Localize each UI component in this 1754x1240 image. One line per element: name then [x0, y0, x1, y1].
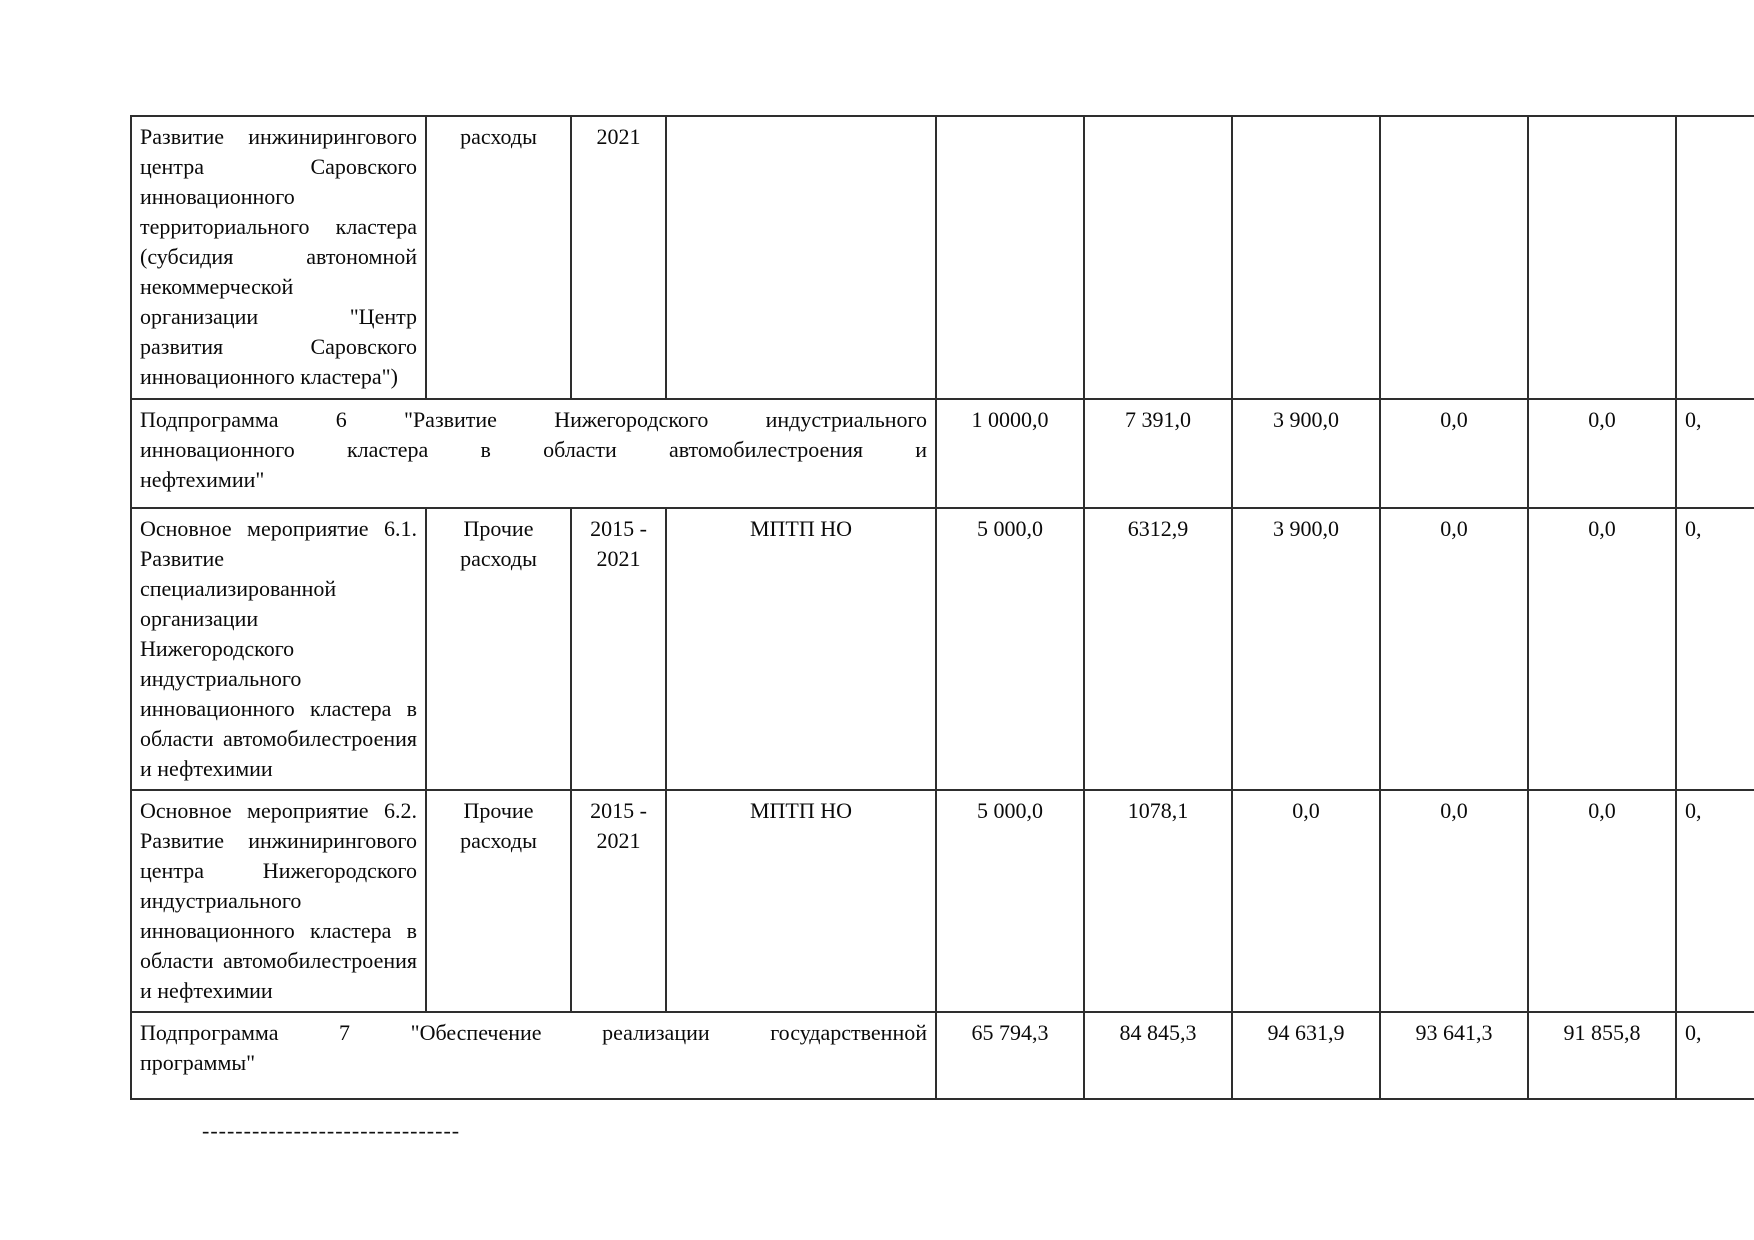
value-cell-clipped [1676, 116, 1754, 399]
text-line: организации [140, 606, 259, 631]
text-line: (субсидия автономной [140, 244, 417, 269]
value-cell-clipped: 0, [1676, 508, 1754, 790]
value-cell: 3 900,0 [1232, 399, 1380, 508]
text-line: центра Саровского [140, 154, 417, 179]
text-line: центра Нижегородского [140, 858, 417, 883]
value-cell: 65 794,3 [936, 1012, 1084, 1099]
table-row [131, 1012, 1754, 1099]
text-line: инновационного кластера в [140, 696, 417, 721]
table-row [131, 116, 1754, 399]
value-cell: 7 391,0 [1084, 399, 1232, 508]
value-cell [1232, 116, 1380, 399]
value-cell: 6312,9 [1084, 508, 1232, 790]
expense-type-cell: Прочие расходы [426, 508, 571, 790]
expense-type-cell: Прочие расходы [426, 790, 571, 1012]
footnote-separator: ------------------------------- [202, 1118, 461, 1143]
program-budget-table [130, 115, 1754, 1100]
text-line: организации "Центр [140, 304, 417, 329]
value-cell: 5 000,0 [936, 508, 1084, 790]
value-cell [1380, 116, 1528, 399]
value-cell: 0,0 [1380, 790, 1528, 1012]
value-cell: 0,0 [1528, 508, 1676, 790]
text-line: инновационного кластера в [140, 918, 417, 943]
value-cell: 94 631,9 [1232, 1012, 1380, 1099]
value-cell: 0,0 [1232, 790, 1380, 1012]
value-cell: 1078,1 [1084, 790, 1232, 1012]
value-cell-clipped: 0, [1676, 1012, 1754, 1099]
years-cell: 2015 - 2021 [571, 790, 666, 1012]
text-line: Нижегородского [140, 636, 295, 661]
value-cell [1528, 116, 1676, 399]
value-cell: 93 641,3 [1380, 1012, 1528, 1099]
years-cell: 2015 - 2021 [571, 508, 666, 790]
budget-table-wrap [130, 115, 1754, 1100]
text-line: Подпрограмма 7 "Обеспечение реализации государственной [140, 1020, 927, 1045]
text-line: Основное мероприятие 6.2. [140, 798, 417, 823]
text-line: специализированной [140, 576, 337, 601]
text-line: Подпрограмма 6 "Развитие Нижегородского индустриального [140, 407, 927, 432]
table-row [131, 399, 1754, 508]
value-cell: 5 000,0 [936, 790, 1084, 1012]
text-line: индустриального [140, 666, 302, 691]
text-line: нефтехимии" [140, 467, 265, 492]
text-line: программы" [140, 1050, 256, 1075]
executor-cell [666, 116, 936, 399]
value-cell: 84 845,3 [1084, 1012, 1232, 1099]
subprogram-name-cell [131, 399, 936, 508]
subprogram-name-cell [131, 1012, 936, 1099]
table-row [131, 508, 1754, 790]
text-line: Развитие [140, 546, 225, 571]
value-cell: 3 900,0 [1232, 508, 1380, 790]
text-line: и нефтехимии [140, 978, 273, 1003]
text-line: области автомобилестроения [140, 948, 417, 973]
value-cell [1084, 116, 1232, 399]
table-row [131, 790, 1754, 1012]
value-cell: 0,0 [1528, 399, 1676, 508]
text-line: Основное мероприятие 6.1. [140, 516, 417, 541]
text-line: и нефтехимии [140, 756, 273, 781]
text-line: индустриального [140, 888, 302, 913]
text-line: территориального кластера [140, 214, 417, 239]
value-cell: 0,0 [1380, 508, 1528, 790]
value-cell-clipped: 0, [1676, 790, 1754, 1012]
value-cell [936, 116, 1084, 399]
executor-cell: МПТП НО [666, 508, 936, 790]
value-cell: 0,0 [1380, 399, 1528, 508]
text-line: некоммерческой [140, 274, 294, 299]
text-line: инновационного кластера") [140, 364, 398, 389]
executor-cell: МПТП НО [666, 790, 936, 1012]
value-cell: 91 855,8 [1528, 1012, 1676, 1099]
value-cell: 1 0000,0 [936, 399, 1084, 508]
program-name-cell [131, 116, 426, 399]
text-line: Развитие инжинирингового [140, 828, 417, 853]
program-name-cell [131, 790, 426, 1012]
text-line: инновационного [140, 184, 295, 209]
years-cell: 2021 [571, 116, 666, 399]
text-line: инновационного кластера в области автомобилестроения и [140, 437, 927, 462]
text-line: Развитие инжинирингового [140, 124, 417, 149]
value-cell: 0,0 [1528, 790, 1676, 1012]
text-line: области автомобилестроения [140, 726, 417, 751]
expense-type-cell: расходы [426, 116, 571, 399]
value-cell-clipped: 0, [1676, 399, 1754, 508]
text-line: развития Саровского [140, 334, 417, 359]
program-name-cell [131, 508, 426, 790]
